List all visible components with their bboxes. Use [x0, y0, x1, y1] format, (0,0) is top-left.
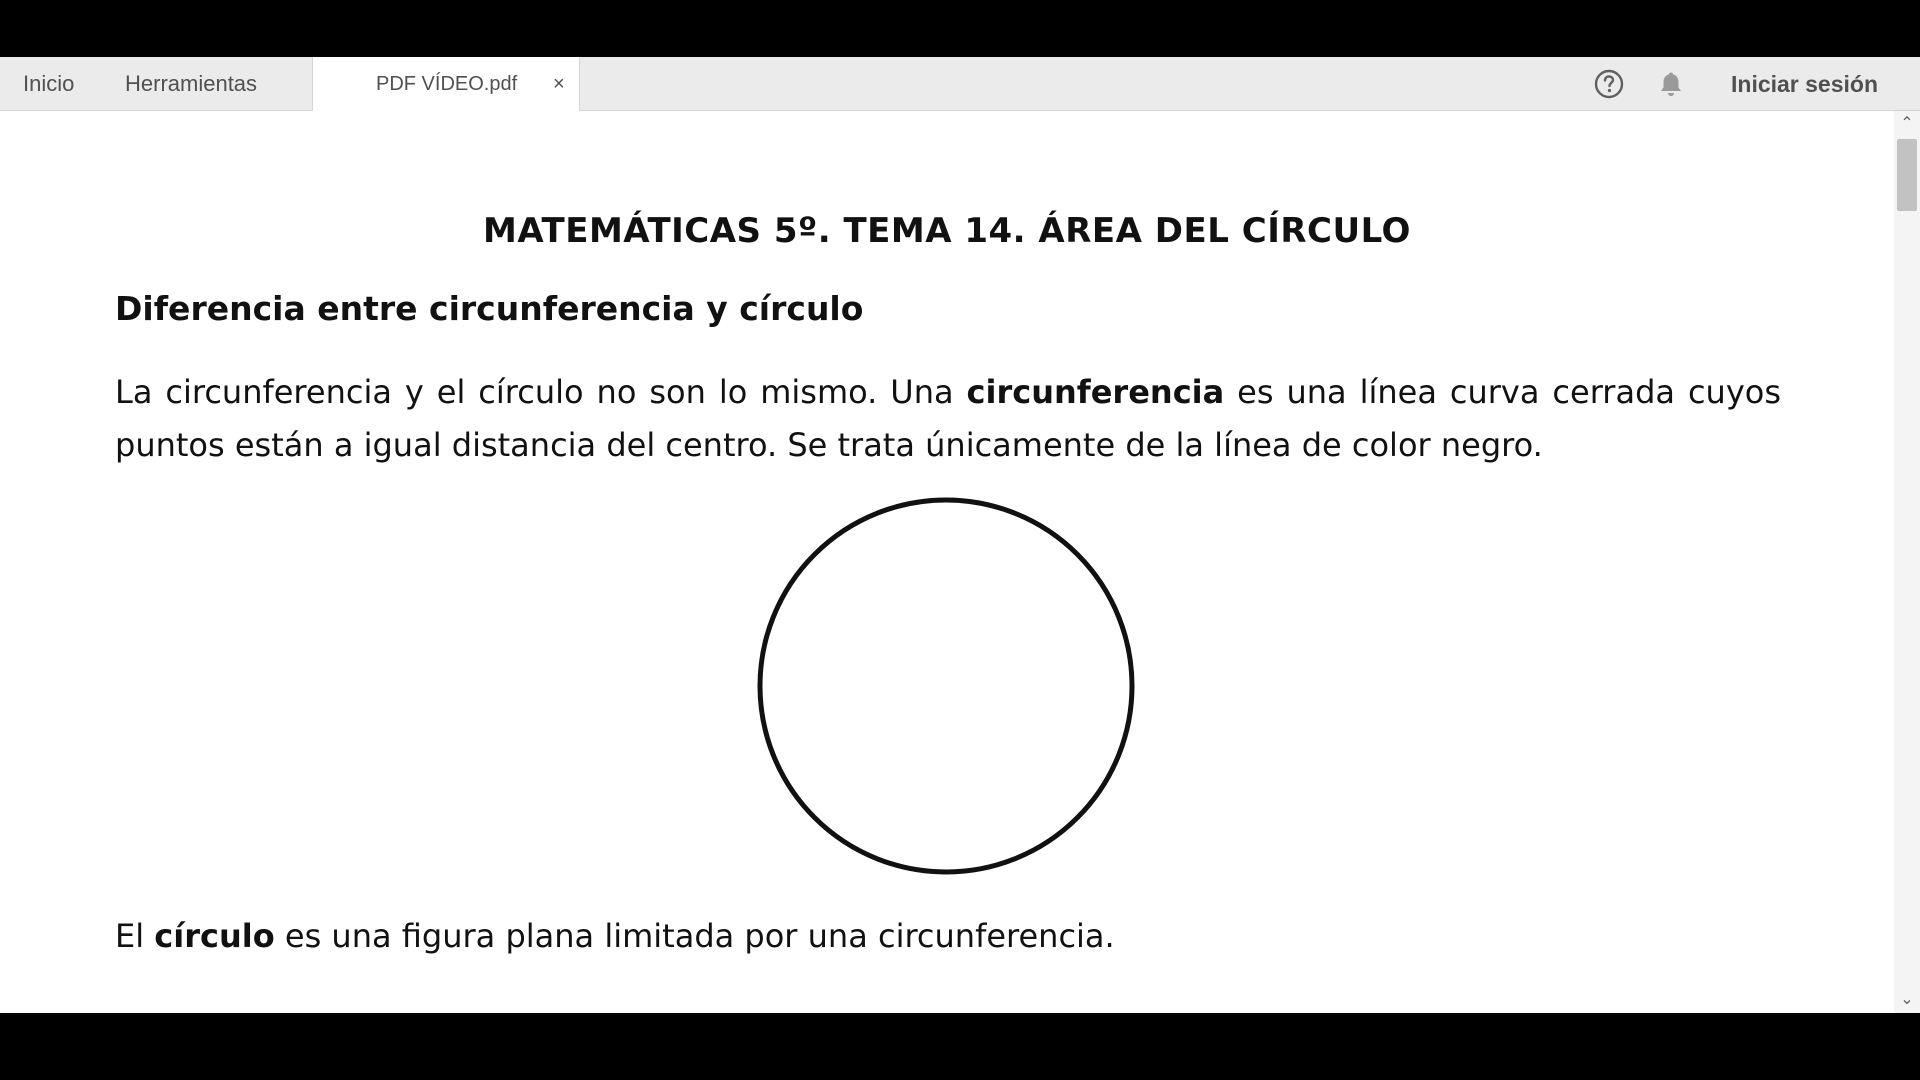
close-tab-icon[interactable]: × — [553, 73, 565, 95]
paragraph-text: es una línea curva cerrada cuyos puntos están a igual distancia del centro. Se trata únicamente de la línea de color negro. — [115, 373, 1782, 464]
top-toolbar — [0, 57, 1920, 111]
paragraph-circumference — [115, 366, 1781, 472]
document-tab[interactable] — [312, 57, 580, 111]
scroll-down-arrow-icon[interactable]: ⌄ — [1900, 991, 1914, 1008]
paragraph-text: es una figura plana limitada por una circunferencia. — [274, 917, 1115, 955]
letterbox-bottom — [0, 1013, 1920, 1080]
paragraph-circle — [115, 911, 1115, 961]
nav-tools[interactable]: Herramientas — [125, 71, 258, 96]
nav-home[interactable]: Inicio — [23, 71, 75, 96]
bold-term-circumference: circunferencia — [966, 373, 1225, 411]
letterbox-top — [0, 0, 1920, 57]
vertical-scrollbar[interactable] — [1894, 111, 1920, 1013]
help-circle-icon[interactable] — [1594, 69, 1624, 99]
document-tab-title: PDF VÍDEO.pdf — [376, 73, 518, 95]
paragraph-text: La circunferencia y el círculo no son lo mismo. Una — [115, 373, 967, 411]
pdf-page-viewer[interactable] — [0, 111, 1894, 1013]
scroll-up-arrow-icon[interactable]: ⌃ — [1900, 115, 1914, 132]
document-title: MATEMÁTICAS 5º. TEMA 14. ÁREA DEL CÍRCULO — [483, 211, 1411, 251]
bold-term-circle: círculo — [154, 917, 275, 955]
paragraph-text: El — [115, 917, 155, 955]
section-heading: Diferencia entre circunferencia y círculo — [115, 289, 864, 328]
scroll-thumb[interactable] — [1897, 139, 1917, 211]
sign-in-button[interactable]: Iniciar sesión — [1731, 71, 1879, 97]
circumference-figure — [756, 496, 1136, 876]
pdf-reader-app — [0, 57, 1920, 1013]
bell-icon[interactable] — [1656, 69, 1686, 99]
